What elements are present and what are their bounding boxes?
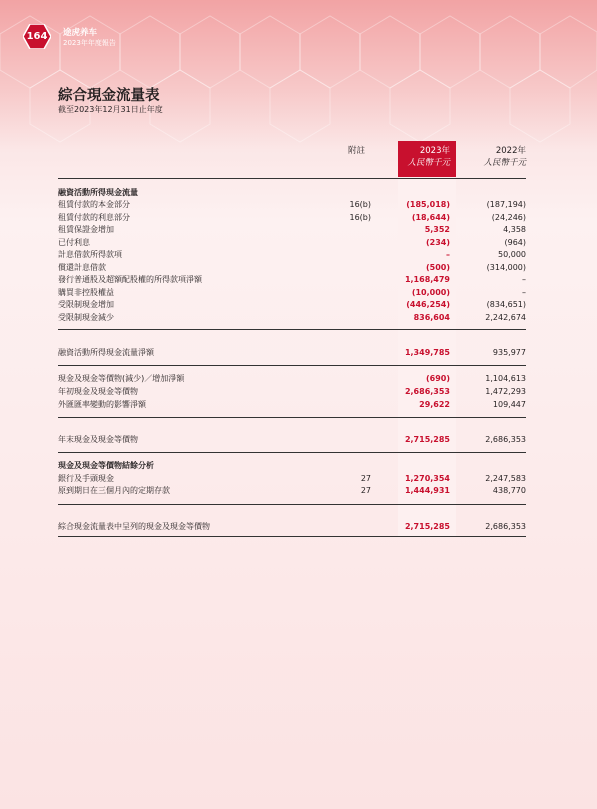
row-value-2023: 2,715,285 xyxy=(404,435,450,444)
table-rule xyxy=(58,536,526,537)
table-row xyxy=(58,299,526,311)
row-label: 原到期日在三個月內的定期存款 xyxy=(58,486,170,495)
row-value-2022: (24,246) xyxy=(491,213,526,222)
table-rule xyxy=(58,452,526,453)
column-header-2023: 2023年 人民幣千元 xyxy=(407,146,450,168)
row-label: 受限制現金增加 xyxy=(58,300,114,309)
row-value-2022: (834,651) xyxy=(486,300,526,309)
page-title: 綜合現金流量表 xyxy=(58,88,160,104)
row-value-2022: (314,000) xyxy=(486,263,526,272)
row-note: 16(b) xyxy=(349,213,371,222)
row-label: 融資活動所得現金流量 xyxy=(58,188,138,197)
row-label: 現金及現金等價物(減少)／增加淨額 xyxy=(58,374,185,383)
page-subtitle: 截至2023年12月31日止年度 xyxy=(58,105,163,114)
row-value-2022: 2,247,583 xyxy=(485,474,526,483)
row-label: 租賃付款的本金部分 xyxy=(58,200,130,209)
table-row xyxy=(58,521,526,533)
row-value-2023: 1,270,354 xyxy=(404,474,450,483)
report-name: 2023年年度報告 xyxy=(63,39,116,47)
row-value-2022: (187,194) xyxy=(486,200,526,209)
row-label: 租賃保證金增加 xyxy=(58,225,114,234)
row-value-2023: – xyxy=(446,250,450,259)
row-label: 年末現金及現金等價物 xyxy=(58,435,138,444)
row-value-2023: 1,349,785 xyxy=(404,348,450,357)
row-label: 現金及現金等價物結餘分析 xyxy=(58,461,154,470)
row-value-2023: 29,622 xyxy=(419,400,450,409)
row-value-2023: 1,444,931 xyxy=(404,486,450,495)
table-rule xyxy=(58,504,526,505)
table-row xyxy=(58,237,526,249)
row-label: 購買非控股權益 xyxy=(58,288,114,297)
row-value-2022: – xyxy=(522,288,526,297)
row-value-2023: (446,254) xyxy=(406,300,450,309)
table-row xyxy=(58,386,526,398)
table-row xyxy=(58,224,526,236)
row-value-2023: 2,715,285 xyxy=(404,522,450,531)
row-value-2022: (964) xyxy=(504,238,526,247)
row-note: 16(b) xyxy=(349,200,371,209)
table-row xyxy=(58,485,526,497)
table-row xyxy=(58,287,526,299)
row-value-2022: 2,242,674 xyxy=(485,313,526,322)
column-header-note: 附註 xyxy=(347,146,365,156)
row-value-2023: 836,604 xyxy=(413,313,450,322)
table-row xyxy=(58,262,526,274)
company-name: 途虎养车 xyxy=(63,28,98,38)
row-label: 償還計息借款 xyxy=(58,263,106,272)
row-note: 27 xyxy=(360,474,371,483)
row-label: 計息借款所得款項 xyxy=(58,250,122,259)
row-value-2022: 935,977 xyxy=(492,348,526,357)
row-value-2023: 5,352 xyxy=(424,225,450,234)
row-value-2023: (185,018) xyxy=(406,200,450,209)
row-label: 銀行及手頭現金 xyxy=(58,474,114,483)
page-number: 164 xyxy=(26,31,48,42)
table-rule xyxy=(58,329,526,330)
row-label: 年初現金及現金等價物 xyxy=(58,387,138,396)
row-value-2022: – xyxy=(522,275,526,284)
column-header-2022: 2022年 人民幣千元 xyxy=(483,146,526,168)
row-label: 外匯匯率變動的影響淨額 xyxy=(58,400,146,409)
table-row xyxy=(58,212,526,224)
table-row xyxy=(58,199,526,211)
table-row xyxy=(58,399,526,411)
header-rule xyxy=(58,178,526,179)
row-label: 受限制現金減少 xyxy=(58,313,114,322)
row-label: 租賃付款的利息部分 xyxy=(58,213,130,222)
table-row xyxy=(58,312,526,324)
row-value-2022: 109,447 xyxy=(492,400,526,409)
row-value-2022: 2,686,353 xyxy=(485,522,526,531)
row-value-2022: 1,472,293 xyxy=(485,387,526,396)
table-row xyxy=(58,473,526,485)
row-value-2022: 50,000 xyxy=(498,250,526,259)
row-value-2023: (500) xyxy=(425,263,450,272)
table-row xyxy=(58,373,526,385)
table-row xyxy=(58,347,526,359)
table-row xyxy=(58,434,526,446)
row-value-2022: 1,104,613 xyxy=(485,374,526,383)
row-label: 已付利息 xyxy=(58,238,90,247)
table-row xyxy=(58,460,526,472)
row-label: 發行普通股及超額配股權的所得款項淨額 xyxy=(58,275,202,284)
row-value-2023: 2,686,353 xyxy=(404,387,450,396)
row-note: 27 xyxy=(360,486,371,495)
row-value-2022: 438,770 xyxy=(492,486,526,495)
row-value-2022: 2,686,353 xyxy=(485,435,526,444)
row-label: 融資活動所得現金流量淨額 xyxy=(58,348,154,357)
table-row xyxy=(58,187,526,199)
table-rule xyxy=(58,365,526,366)
table-row xyxy=(58,274,526,286)
table-rule xyxy=(58,417,526,418)
row-value-2022: 4,358 xyxy=(503,225,526,234)
row-value-2023: (690) xyxy=(425,374,450,383)
row-value-2023: (10,000) xyxy=(411,288,450,297)
row-value-2023: (18,644) xyxy=(411,213,450,222)
row-label: 綜合現金流量表中呈列的現金及現金等價物 xyxy=(58,522,210,531)
row-value-2023: (234) xyxy=(425,238,450,247)
row-value-2023: 1,168,479 xyxy=(404,275,450,284)
table-row xyxy=(58,249,526,261)
